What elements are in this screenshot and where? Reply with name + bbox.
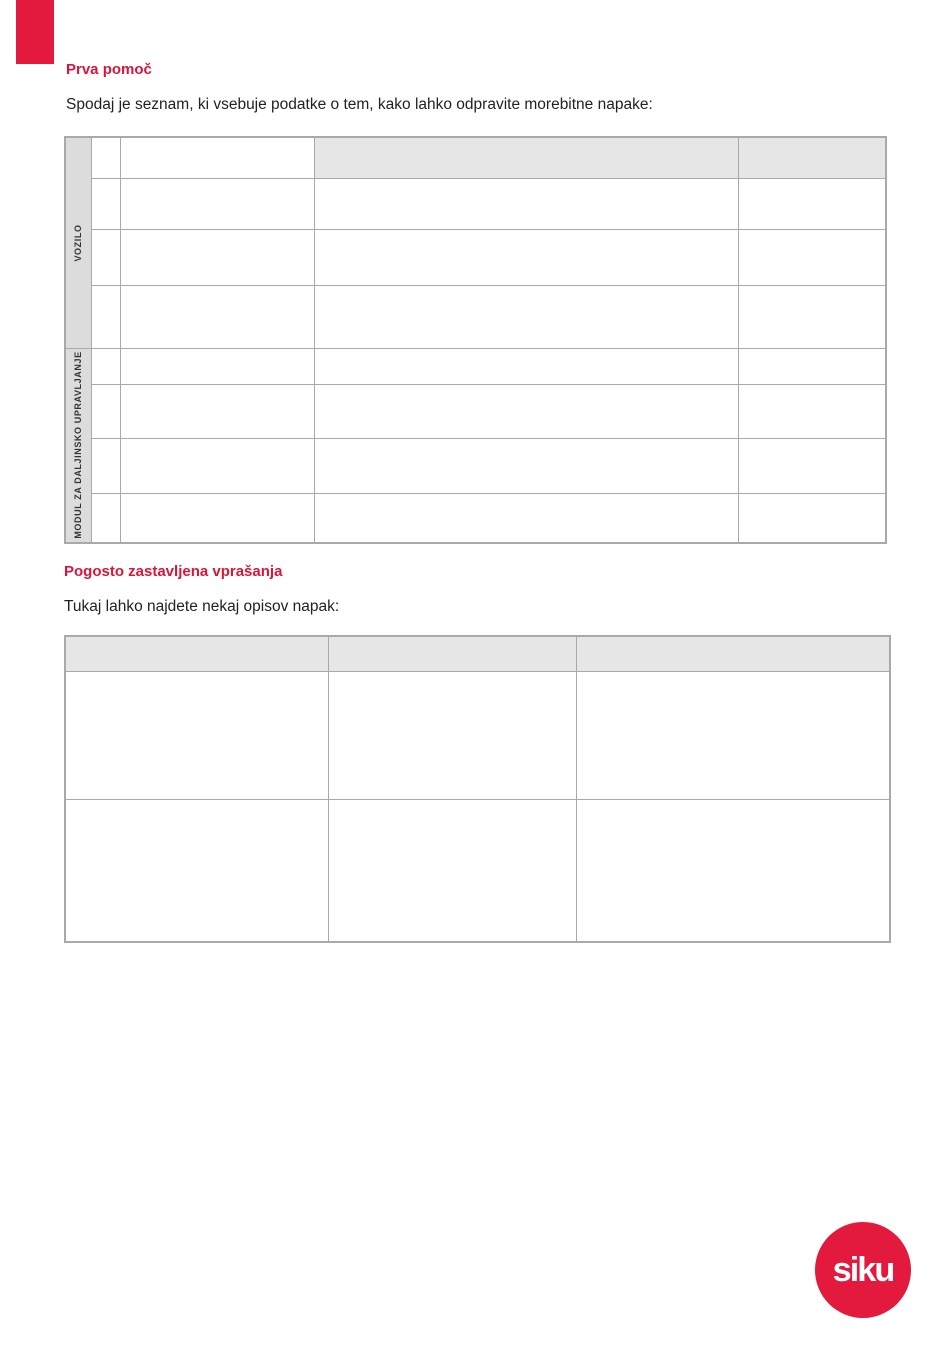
group-label-vozilo: VOZILO xyxy=(73,224,84,262)
table-cell xyxy=(314,384,738,438)
table-cell xyxy=(738,493,886,543)
table-cell xyxy=(91,137,120,178)
table-cell xyxy=(120,285,314,348)
table-cell xyxy=(738,229,886,285)
table-cell xyxy=(314,493,738,543)
table-row xyxy=(65,671,890,799)
table-row xyxy=(65,384,886,438)
table-cell xyxy=(65,671,328,799)
siku-logo xyxy=(814,1221,912,1319)
table-header-cell xyxy=(65,636,328,671)
table-row xyxy=(65,137,886,178)
table-row xyxy=(65,348,886,384)
first-aid-title: Prva pomoč xyxy=(66,61,152,78)
table-cell xyxy=(120,229,314,285)
first-aid-intro: Spodaj je seznam, ki vsebuje podatke o tem, kako lahko odpravite morebitne napake: xyxy=(66,96,653,113)
table-header-cell xyxy=(314,137,738,178)
group-label-remote-module: MODUL ZA DALJINSKO UPRAVLJANJE xyxy=(73,351,84,539)
table-cell xyxy=(328,799,576,942)
table-row xyxy=(65,438,886,493)
table-header-cell xyxy=(576,636,890,671)
table-cell xyxy=(738,438,886,493)
table-cell xyxy=(576,799,890,942)
faq-intro: Tukaj lahko najdete nekaj opisov napak: xyxy=(64,598,340,615)
table-cell xyxy=(91,285,120,348)
table-row xyxy=(65,285,886,348)
table-cell xyxy=(576,671,890,799)
table-header-cell xyxy=(738,137,886,178)
faq-title: Pogosto zastavljena vprašanja xyxy=(64,563,283,580)
table-cell xyxy=(738,285,886,348)
table-cell xyxy=(314,438,738,493)
table-cell xyxy=(91,348,120,384)
logo-text: siku xyxy=(832,1250,894,1289)
table-header-cell xyxy=(328,636,576,671)
table-cell xyxy=(91,493,120,543)
table-cell xyxy=(120,493,314,543)
table-cell xyxy=(120,178,314,229)
table-cell xyxy=(91,384,120,438)
table-cell xyxy=(314,348,738,384)
table-cell xyxy=(91,438,120,493)
table-cell xyxy=(65,799,328,942)
table-cell xyxy=(120,438,314,493)
group-remote-module xyxy=(65,348,91,543)
table-cell xyxy=(738,348,886,384)
table-cell xyxy=(738,178,886,229)
table-cell xyxy=(120,348,314,384)
table-row xyxy=(65,799,890,942)
table-cell xyxy=(120,384,314,438)
table-cell xyxy=(120,137,314,178)
table-cell xyxy=(91,229,120,285)
table-cell xyxy=(91,178,120,229)
faq-table xyxy=(64,635,891,943)
table-row xyxy=(65,636,890,671)
table-cell xyxy=(328,671,576,799)
brand-corner-tab xyxy=(16,0,54,64)
table-cell xyxy=(738,384,886,438)
table-cell xyxy=(314,178,738,229)
table-cell xyxy=(314,229,738,285)
troubleshooting-table xyxy=(64,136,887,544)
table-row xyxy=(65,229,886,285)
group-vozilo xyxy=(65,137,91,348)
table-row xyxy=(65,178,886,229)
table-cell xyxy=(314,285,738,348)
table-row xyxy=(65,493,886,543)
